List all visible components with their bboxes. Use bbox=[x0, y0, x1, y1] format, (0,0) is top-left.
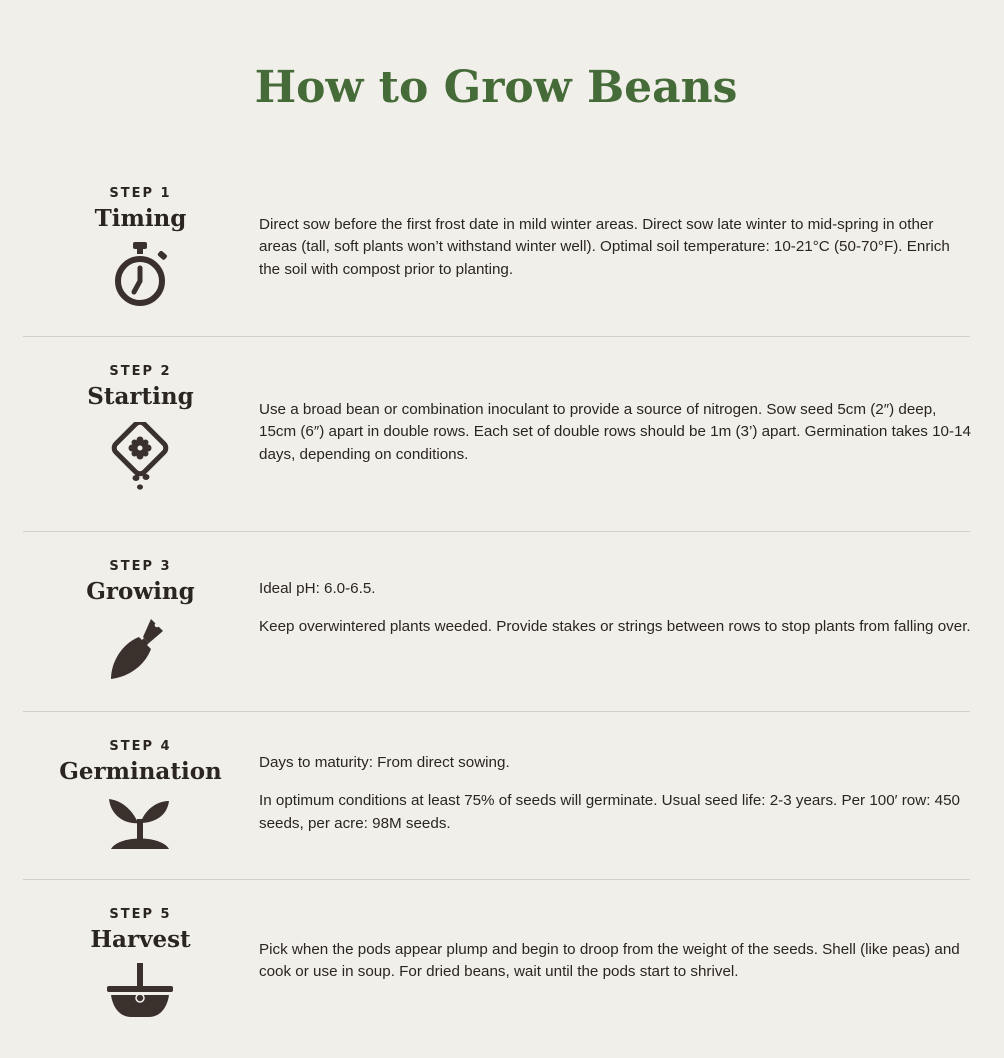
step-description bbox=[259, 578, 971, 639]
step-name: Harvest bbox=[90, 926, 191, 953]
step-paragraph: Keep overwintered plants weeded. Provide stakes or strings between rows to stop plants from falling over. bbox=[259, 618, 971, 636]
divider bbox=[23, 711, 970, 712]
step-paragraph: Use a broad bean or combination inoculant to provide a source of nitrogen. Sow seed 5cm (2″) deep, 15cm (6″) apart in double rows. Each set of double rows should be 1m (3’) apart. Germination takes 10-14 days, depending on conditions. bbox=[259, 401, 971, 463]
step-germination bbox=[23, 739, 970, 879]
divider bbox=[23, 336, 970, 337]
seed-packet-icon bbox=[105, 422, 175, 492]
step-label: STEP 2 bbox=[109, 364, 172, 379]
step-paragraph: Days to maturity: From direct sowing. bbox=[259, 754, 510, 771]
step-growing bbox=[23, 559, 970, 711]
divider bbox=[23, 879, 970, 880]
step-harvest bbox=[23, 907, 970, 1047]
step-label: STEP 1 bbox=[109, 186, 172, 201]
sprout-icon bbox=[105, 791, 175, 861]
trowel-icon bbox=[105, 613, 175, 683]
step-name: Germination bbox=[59, 758, 222, 785]
step-paragraph: Direct sow before the first frost date in mild winter areas. Direct sow late winter to mid-spring in other areas (tall, soft plants won’t withstand winter well). Optimal soil temperature: 10-21°C (50-70°F). Enrich the soil with compost prior to planting. bbox=[259, 216, 950, 278]
page-title: How to Grow Beans bbox=[254, 62, 738, 113]
step-starting bbox=[23, 364, 970, 530]
step-label: STEP 5 bbox=[109, 907, 172, 922]
basket-icon bbox=[105, 959, 175, 1029]
step-name: Growing bbox=[86, 578, 195, 605]
step-description bbox=[259, 752, 971, 835]
step-paragraph: In optimum conditions at least 75% of seeds will germinate. Usual seed life: 2-3 years. Per 100′ row: 450 seeds, per acre: 98M seeds. bbox=[259, 792, 960, 832]
stopwatch-icon bbox=[105, 240, 175, 310]
step-name: Timing bbox=[94, 205, 187, 232]
step-label: STEP 3 bbox=[109, 559, 172, 574]
step-description bbox=[259, 399, 971, 466]
step-timing bbox=[23, 186, 970, 336]
step-description bbox=[259, 939, 971, 984]
divider bbox=[23, 531, 970, 532]
step-paragraph: Pick when the pods appear plump and begin to droop from the weight of the seeds. Shell (like peas) and cook or use in soup. For dried beans, wait until the pods start to shrivel. bbox=[259, 941, 960, 981]
step-description bbox=[259, 214, 971, 281]
step-label: STEP 4 bbox=[109, 739, 172, 754]
step-name: Starting bbox=[87, 383, 194, 410]
step-paragraph: Ideal pH: 6.0-6.5. bbox=[259, 580, 376, 597]
